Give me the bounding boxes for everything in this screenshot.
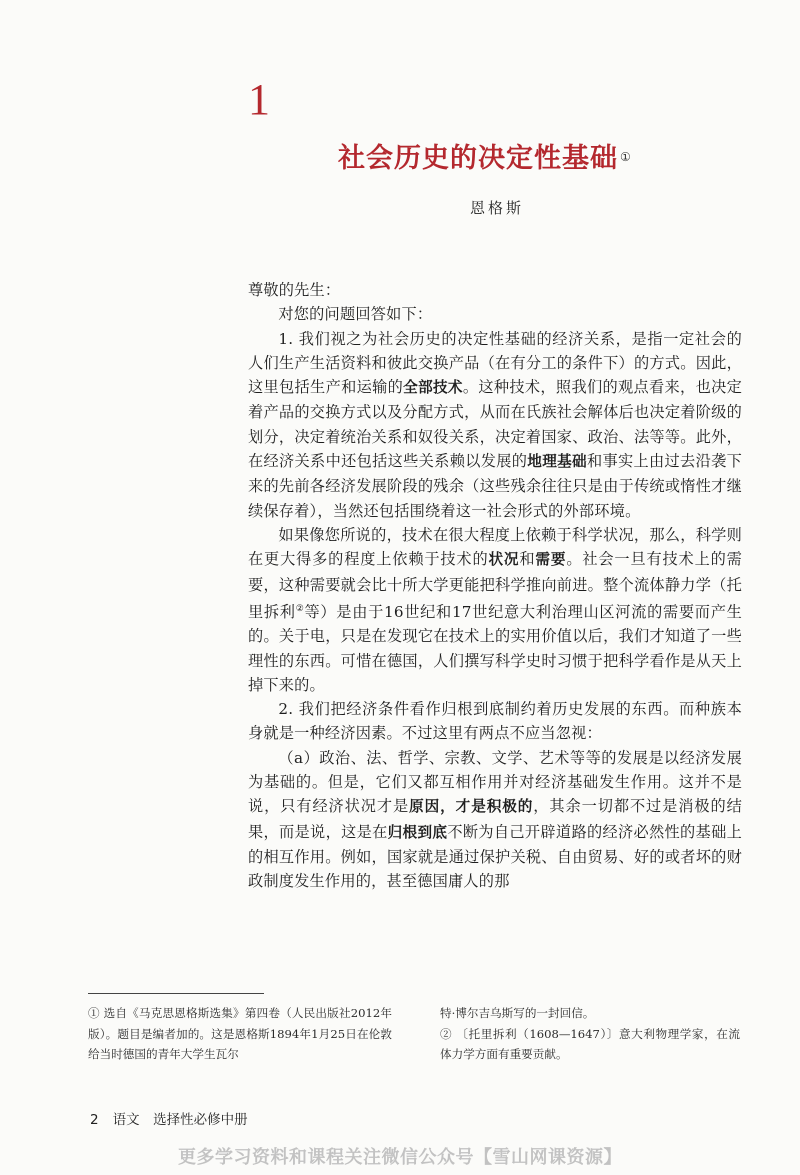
footnote-1-continued: 特·博尔吉乌斯写的一封回信。	[440, 1006, 595, 1020]
watermark-text: 更多学习资料和课程关注微信公众号【雪山网课资源】	[178, 1147, 622, 1168]
book-title: 语文 选择性必修中册	[112, 1112, 248, 1128]
footnote-divider	[88, 993, 264, 994]
paragraph-point-2a	[248, 746, 742, 894]
salutation: 尊敬的先生：	[248, 281, 341, 299]
page-number: 2	[90, 1112, 99, 1128]
title-text: 社会历史的决定性基础	[338, 143, 618, 174]
paragraph-point-1	[248, 327, 742, 523]
text-run: 1. 我们视之为社会历史的决定性基础的经济关系，是指一定社会的人们生产生活资料和彼此交换产品（在有分工的条件下）的方式。因此，这里包括生产和运输的	[248, 329, 742, 397]
text-run: 如果像您所说的，技术在很大程度上依赖于科学状况，那么，科学则在更大得多的程度上依赖于技术的	[248, 525, 742, 569]
paragraph-point-2: 2. 我们把经济条件看作归根到底制约着历史发展的东西。而种族本身就是一种经济因素。不过这里有两点不应当忽视：	[248, 700, 742, 743]
emphasis-text: 全部技术	[403, 379, 463, 397]
text-run: 。这种技术，照我们的观点看来，也决定着产品的交换方式以及分配方式，从而在氏族社会解体后也决定着阶级的划分，决定着统治关系和奴役关系，决定着国家、政治、法等等。此外，在经济关系中还包括这些关系赖以发展的	[248, 378, 742, 471]
chapter-number: 1	[248, 75, 270, 124]
paragraph-intro: 对您的问题回答如下：	[278, 305, 433, 324]
emphasis-text: 状况	[488, 551, 520, 569]
footnote-1: ① 选自《马克思恩格斯选集》第四卷（人民出版社2012年版）。题目是编者加的。这是恩格斯1894年1月25日在伦敦给当时德国的青年大学生瓦尔	[88, 1006, 392, 1061]
paragraph-technology	[248, 523, 742, 697]
title-footnote-marker: ①	[620, 150, 632, 164]
text-run: 。社会一旦有技术上的需要，这种需要就会比十所大学更能把科学推向前进。整个流体静力学（托里拆利	[248, 550, 743, 621]
text-run: 等）是由于16世纪和17世纪意大利治理山区河流的需要而产生的。关于电，只是在发现它在技术上的实用价值以后，我们才知道了一些理性的东西。可惜在德国，人们撰写科学史时习惯于把科学看作是从天上掉下来的。	[248, 602, 742, 694]
footnote-right-column	[440, 1003, 740, 1065]
emphasis-text: 需要	[535, 551, 567, 569]
letter-body	[248, 278, 742, 893]
footnote-marker: ②	[295, 603, 305, 614]
text-run: 和事实上由过去沿袭下来的先前各经济发展阶段的残余（这些残余往往只是由于传统或惰性才继续保存着），当然还包括围绕着这一社会形式的外部环境。	[248, 452, 742, 520]
footnote-left-column	[88, 1003, 392, 1065]
text-run: （a）政治、法、哲学、宗教、文学、艺术等等的发展是以经济发展为基础的。但是，它们又都互相作用并对经济基础发生作用。这并不是说，只有经济状况才是	[248, 748, 742, 816]
author-name: 恩格斯	[470, 199, 525, 217]
text-run: 和	[519, 550, 536, 569]
emphasis-text: 归根到底	[387, 823, 448, 841]
page-footer	[90, 1108, 248, 1128]
text-run: ，其余一切都不过是消极的结果，而是说，这是在	[248, 797, 743, 841]
footnote-2: ② 〔托里拆利（1608—1647）〕意大利物理学家，在流体力学方面有重要贡献。	[440, 1026, 740, 1061]
page-title	[338, 142, 632, 176]
emphasis-text: 地理基础	[527, 453, 587, 471]
text-run: 不断为自己开辟道路的经济必然性的基础上的相互作用。例如，国家就是通过保护关税、自由贸易、好的或者坏的财政制度发生作用的，甚至德国庸人的那	[248, 822, 742, 891]
emphasis-text: 原因，才是积极的	[409, 798, 534, 816]
